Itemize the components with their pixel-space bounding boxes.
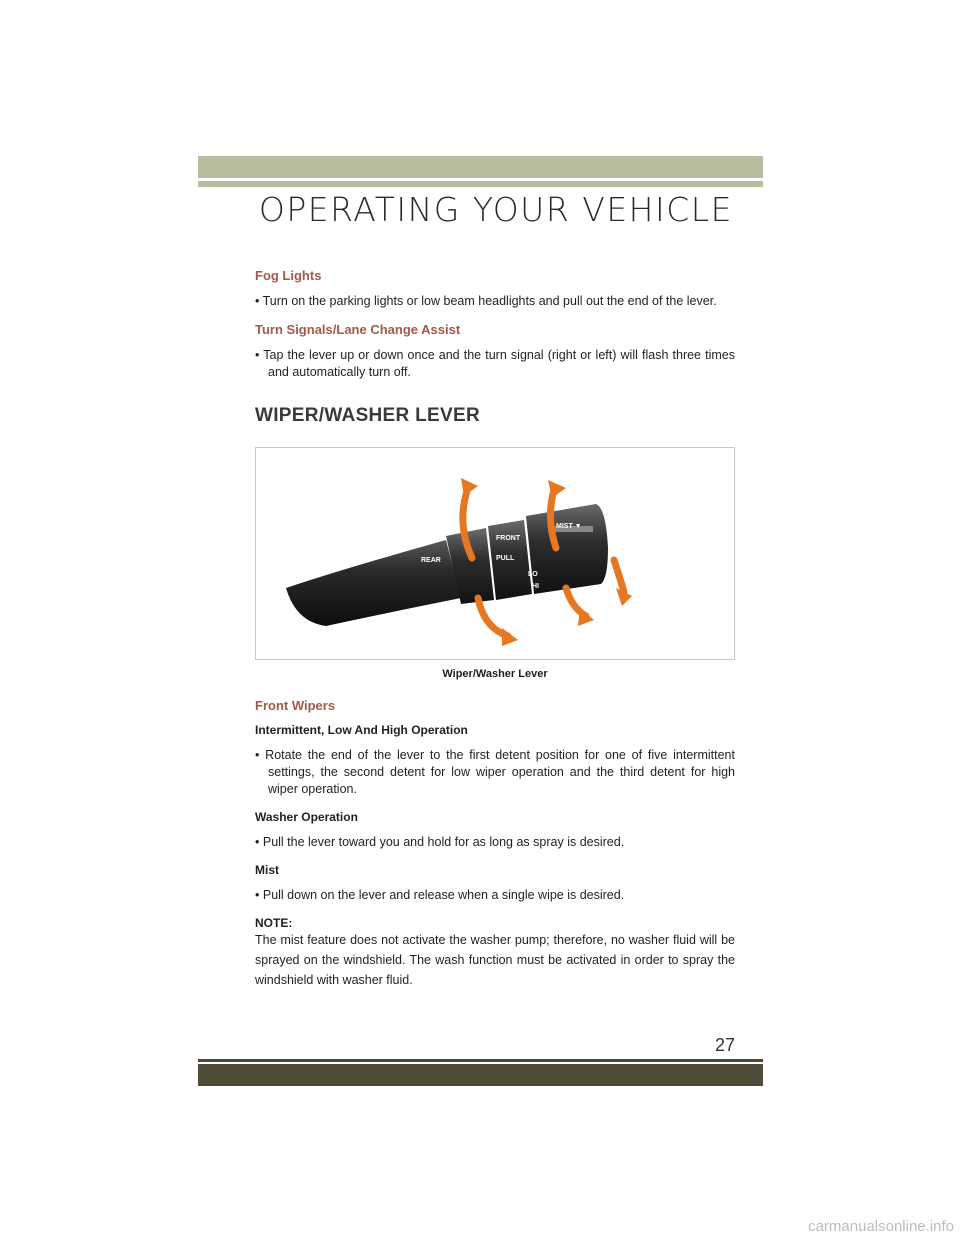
fog-lights-heading: Fog Lights [255,268,322,283]
washer-bullet: • Pull the lever toward you and hold for as long as spray is desired. [255,834,735,851]
wiper-lever-figure [255,447,735,660]
footer-band [198,1064,763,1086]
turn-signals-bullet: • Tap the lever up or down once and the turn signal (right or left) will flash three times and automatically turn off. [255,347,735,381]
footer-line [198,1059,763,1062]
watermark: carmanualsonline.info [808,1218,954,1235]
intermittent-bullet: • Rotate the end of the lever to the first detent position for one of five intermittent settings, the second detent for low wiper operation and the third detent for high wiper operation. [255,747,735,798]
front-label: FRONT [496,535,521,542]
mist-label-heading: Mist [255,863,279,877]
mist-arrow-down [614,560,624,592]
rotate-arrow-rear [463,488,472,558]
fog-lights-bullet: • Turn on the parking lights or low beam headlights and pull out the end of the lever. [255,293,735,310]
section-title: OPERATING YOUR VEHICLE [258,190,733,229]
page-content [255,268,735,990]
washer-label: Washer Operation [255,810,358,824]
turn-signals-heading: Turn Signals/Lane Change Assist [255,322,461,337]
lever-end-knob [526,504,608,594]
hi-label: HI [532,583,539,590]
wiper-washer-heading: WIPER/WASHER LEVER [255,405,480,426]
figure-caption: Wiper/Washer Lever [442,668,548,680]
wiper-lever-illustration [256,448,734,659]
front-wipers-heading: Front Wipers [255,698,336,713]
note-label: NOTE: [255,916,293,930]
header-band [198,156,763,178]
rear-label: REAR [421,557,441,564]
header-band-thin [198,181,763,187]
page-number: 27 [714,1035,735,1055]
mist-bullet: • Pull down on the lever and release when a single wipe is desired. [255,887,735,904]
mist-label: MIST ▼ [556,523,582,530]
lever-stalk [286,540,461,626]
pull-label: PULL [496,555,515,562]
lo-label: LO [528,571,538,578]
note-text: The mist feature does not activate the washer pump; therefore, no washer fluid will be sprayed on the windshield. The wash function must be activated in order to spray the windshield with washer fluid. [255,933,735,987]
intermittent-label: Intermittent, Low And High Operation [255,723,468,737]
